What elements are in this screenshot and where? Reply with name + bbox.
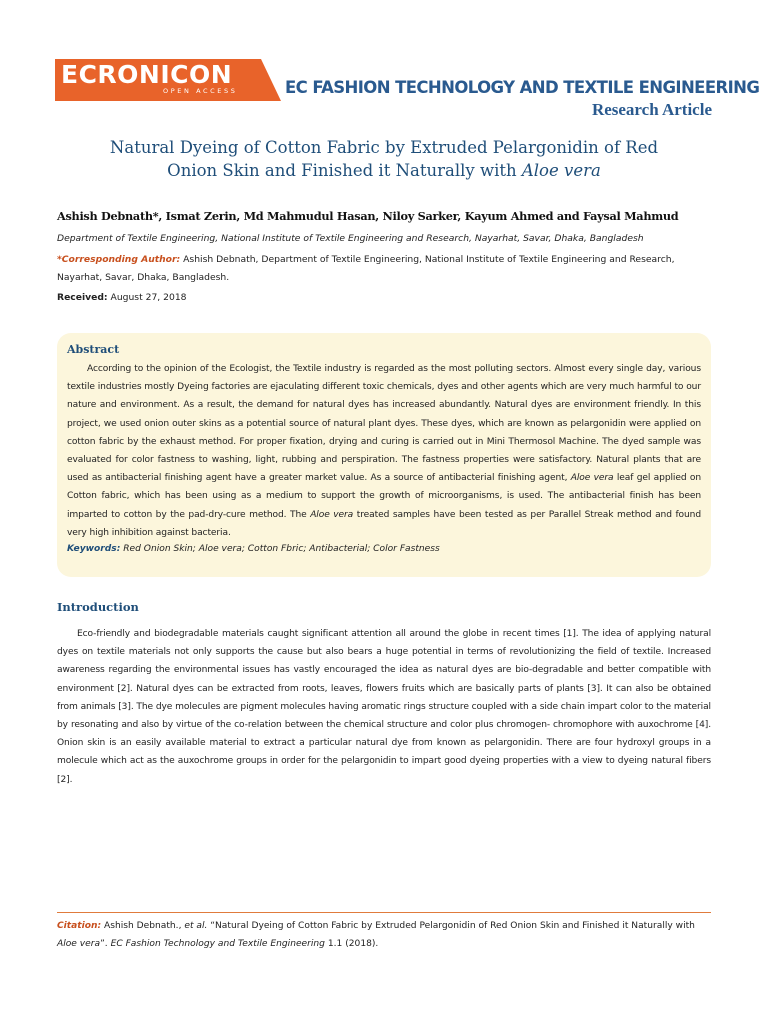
corresponding-label: *Corresponding Author: bbox=[57, 254, 181, 265]
author-list: Ashish Debnath*, Ismat Zerin, Md Mahmudul Hasan, Niloy Sarker, Kayum Ahmed and Faysal Mahmud bbox=[57, 209, 679, 223]
paper-title bbox=[80, 136, 688, 182]
logo-text: ECRONICON bbox=[61, 60, 233, 89]
abstract-heading: Abstract bbox=[67, 343, 120, 356]
abstract-italic-2: Aloe vera bbox=[310, 509, 354, 520]
journal-title: EC FASHION TECHNOLOGY AND TEXTILE ENGINEERING bbox=[285, 78, 760, 97]
footer-divider bbox=[57, 912, 711, 913]
introduction-heading: Introduction bbox=[57, 600, 139, 614]
received-label: Received: bbox=[57, 292, 108, 303]
citation-journal: EC Fashion Technology and Textile Engineering bbox=[110, 939, 325, 949]
keywords-label: Keywords: bbox=[67, 544, 121, 555]
abstract-italic-1: Aloe vera bbox=[570, 473, 614, 484]
abstract-box bbox=[57, 333, 711, 577]
abstract-text bbox=[67, 360, 701, 542]
title-line-1: Natural Dyeing of Cotton Fabric by Extruded Pelargonidin of Red bbox=[109, 138, 659, 157]
keywords bbox=[67, 544, 701, 554]
citation-title: “Natural Dyeing of Cotton Fabric by Extruded Pelargonidin of Red Onion Skin and Finished it Naturally with bbox=[207, 921, 695, 931]
citation bbox=[57, 917, 711, 953]
citation-volume: 1.1 (2018). bbox=[324, 939, 379, 949]
corresponding-author bbox=[57, 251, 717, 287]
citation-label: Citation: bbox=[57, 921, 102, 931]
corresponding-text: Ashish Debnath, Department of Textile Engineering, National Institute of Textile Engineering and Research, Nayarhat, Savar, Dhaka, Bangladesh. bbox=[57, 254, 675, 283]
received-date bbox=[57, 292, 187, 303]
logo-subtext: OPEN ACCESS bbox=[163, 87, 238, 95]
introduction-text: Eco-friendly and biodegradable materials caught significant attention all around the globe in recent times [1]. The idea of applying natural dyes on textile materials not only supports the cause but also bears a huge potential in terms of revolutionizing the field of textile. Increased awareness regarding the environmental issues has vastly encouraged the idea as natural dyes are bio-degradable and better compatible with environment [2]. Natural dyes can be extracted from roots, leaves, flowers fruits which are basically parts of plants [3]. It can also be obtained from animals [3]. The dye molecules are pigment molecules having aromatic rings structure coupled with a side chain impart color to the material by resonating and also by virtue of the co-relation between the chemical structure and color plus chromogen- chromophore with auxochrome [4]. Onion skin is an easily available material to extract a particular natural dye from known as pelargonidin. There are four hydroxyl groups in a molecule which act as the auxochrome groups in order for the pelargonidin to impart good dyeing properties with a view to dyeing natural fibers [2]. bbox=[57, 629, 711, 785]
article-type: Research Article bbox=[591, 100, 712, 119]
affiliation: Department of Textile Engineering, National Institute of Textile Engineering and Research, Nayarhat, Savar, Dhaka, Bangladesh bbox=[57, 233, 644, 244]
keywords-text: Red Onion Skin; Aloe vera; Cotton Fbric; Antibacterial; Color Fastness bbox=[120, 544, 440, 555]
title-italic: Aloe vera bbox=[521, 161, 601, 180]
citation-title-italic: Aloe vera bbox=[57, 939, 101, 949]
citation-title-end: ”. bbox=[100, 939, 111, 949]
abstract-part-2: leaf gel applied on Cotton fabric, which has been using as a medium to support the growth of microorganisms, is used. The antibacterial finish has been imparted to cotton by the pad-dry-cure method. The bbox=[67, 473, 702, 520]
citation-etal: et al. bbox=[184, 921, 208, 931]
received-value: August 27, 2018 bbox=[107, 292, 187, 303]
abstract-part-1: According to the opinion of the Ecologist, the Textile industry is regarded as the most polluting sectors. Almost every single day, various textile industries mostly Dyeing factories are ejaculating different toxic chemicals, dyes and other agents which are very much harmful to our nature and environment. As a result, the demand for natural dyes has increased abundantly. Natural dyes are environment friendly. In this project, we used onion outer skins as a potential source of natural plant dyes. These dyes, which are known as pelargonidin were applied on cotton fabric by the exhaust method. For proper fixation, drying and curing is carried out in Mini Thermosol Machine. The dyed sample was evaluated for color fastness to washing, light, rubbing and perspiration. The fastness properties were satisfactory. Natural plants that are used as antibacterial finishing agent have a greater market value. As a source of antibacterial finishing agent, bbox=[67, 364, 701, 484]
title-line-2: Onion Skin and Finished it Naturally with bbox=[167, 161, 522, 180]
publisher-logo bbox=[55, 59, 281, 101]
citation-authors: Ashish Debnath., bbox=[101, 921, 185, 931]
abstract-part-3: treated samples have been tested as per Parallel Streak method and found very high inhibition against bacteria. bbox=[67, 509, 702, 538]
